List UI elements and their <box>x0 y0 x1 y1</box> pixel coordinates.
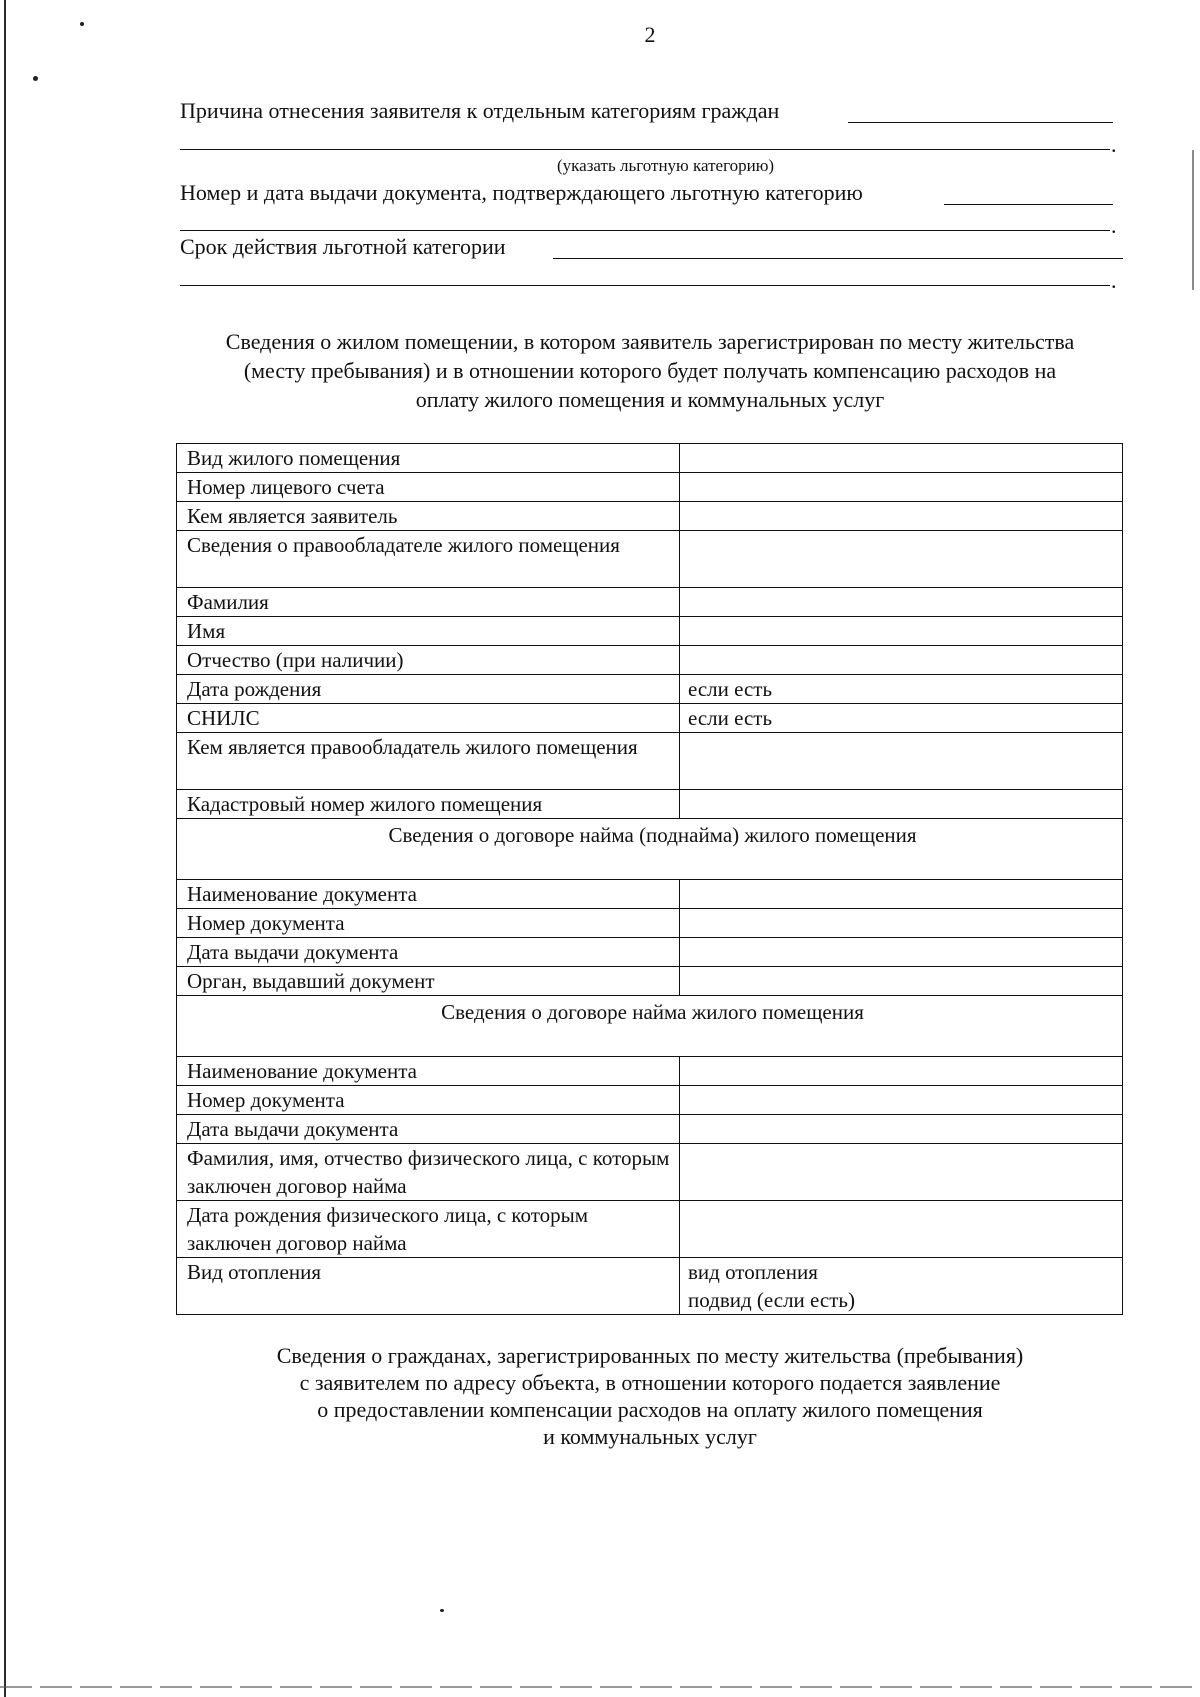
table-row <box>177 1086 1123 1115</box>
row-value-field[interactable] <box>680 733 1123 790</box>
row-value-field[interactable]: если есть <box>680 675 1123 704</box>
row-value-field[interactable] <box>680 1086 1123 1115</box>
housing-heading-line-3: оплату жилого помещения и коммунальных услуг <box>415 387 885 412</box>
row-value-field[interactable] <box>680 880 1123 909</box>
row-label: Кем является заявитель <box>177 502 680 531</box>
row-label: Вид жилого помещения <box>177 444 680 473</box>
citizens-heading-line-3: о предоставлении компенсации расходов на оплату жилого помещения <box>317 1397 983 1422</box>
table-row <box>177 1144 1123 1201</box>
row-label: Наименование документа <box>177 1057 680 1086</box>
table-row <box>177 473 1123 502</box>
reason-label: Причина отнесения заявителя к отдельным категориям граждан <box>180 98 780 123</box>
row-value-field[interactable] <box>680 444 1123 473</box>
housing-heading-line-2: (месту пребывания) и в отношении которого будет получать компенсацию расходов на <box>243 358 1057 383</box>
table-row <box>177 617 1123 646</box>
heating-subtype-text: подвид (если есть) <box>688 1288 855 1312</box>
heating-label: Вид отопления <box>177 1258 680 1315</box>
table-row <box>177 531 1123 588</box>
sublease-section-heading: Сведения о договоре найма (поднайма) жилого помещения <box>177 819 1123 880</box>
table-row <box>177 1057 1123 1086</box>
table-row <box>177 704 1123 733</box>
lease-section-heading: Сведения о договоре найма жилого помещения <box>177 996 1123 1057</box>
table-row <box>177 1201 1123 1258</box>
reason-hint: (указать льготную категорию) <box>557 156 775 175</box>
row-value-field[interactable] <box>680 473 1123 502</box>
table-row <box>177 967 1123 996</box>
table-row <box>177 1115 1123 1144</box>
row-label: Фамилия, имя, отчество физического лица, с которым заключен договор найма <box>177 1144 680 1201</box>
row-label: Дата рождения физического лица, с которым заключен договор найма <box>177 1201 680 1258</box>
row-value-field[interactable] <box>680 1115 1123 1144</box>
benefit-document-end-mark: . <box>1111 213 1117 238</box>
scan-speck <box>440 1609 444 1612</box>
table-row <box>177 502 1123 531</box>
row-label: Фамилия <box>177 588 680 617</box>
row-label: Наименование документа <box>177 880 680 909</box>
scan-edge-bottom <box>0 1686 1200 1688</box>
table-row <box>177 790 1123 819</box>
housing-details-table <box>176 443 1123 1315</box>
housing-section-heading <box>150 327 1150 414</box>
row-value-field[interactable] <box>680 790 1123 819</box>
table-row <box>177 1258 1123 1315</box>
row-label: Дата рождения <box>177 675 680 704</box>
validity-fill-line[interactable] <box>553 258 1123 259</box>
reason-fill-line[interactable] <box>848 122 1113 123</box>
page-number: 2 <box>644 22 656 47</box>
row-label: СНИЛС <box>177 704 680 733</box>
table-row <box>177 646 1123 675</box>
scan-edge-right <box>1192 150 1194 290</box>
scan-speck <box>33 76 38 81</box>
benefit-document-fill-line[interactable] <box>944 204 1113 205</box>
table-row <box>177 733 1123 790</box>
row-value-field[interactable] <box>680 1057 1123 1086</box>
scan-speck <box>80 22 84 26</box>
table-row <box>177 880 1123 909</box>
row-label: Сведения о правообладателе жилого помещения <box>177 531 680 588</box>
row-value-field[interactable] <box>680 531 1123 588</box>
row-value-field[interactable] <box>680 1144 1123 1201</box>
table-row <box>177 938 1123 967</box>
row-value-field[interactable] <box>680 588 1123 617</box>
heating-type-text: вид отопления <box>688 1260 818 1284</box>
row-label: Орган, выдавший документ <box>177 967 680 996</box>
row-value-field[interactable] <box>680 502 1123 531</box>
table-row <box>177 909 1123 938</box>
row-value-field[interactable] <box>680 909 1123 938</box>
table-row <box>177 588 1123 617</box>
row-label: Номер лицевого счета <box>177 473 680 502</box>
reason-fill-line-2[interactable] <box>180 149 1110 150</box>
reason-end-mark: . <box>1111 132 1117 157</box>
row-value-field[interactable] <box>680 1201 1123 1258</box>
row-label: Дата выдачи документа <box>177 938 680 967</box>
row-value-field[interactable]: если есть <box>680 704 1123 733</box>
validity-fill-line-2[interactable] <box>180 285 1110 286</box>
row-value-field[interactable] <box>680 617 1123 646</box>
row-label: Отчество (при наличии) <box>177 646 680 675</box>
row-value-field[interactable] <box>680 938 1123 967</box>
validity-end-mark: . <box>1111 268 1117 293</box>
row-value-field[interactable] <box>680 646 1123 675</box>
citizens-heading-line-2: с заявителем по адресу объекта, в отношении которого подается заявление <box>299 1370 1001 1395</box>
citizens-heading-line-4: и коммунальных услуг <box>543 1424 757 1449</box>
scan-edge-left <box>4 0 6 1697</box>
housing-heading-line-1: Сведения о жилом помещении, в котором заявитель зарегистрирован по месту жительства <box>225 329 1075 354</box>
row-label: Кадастровый номер жилого помещения <box>177 790 680 819</box>
table-row <box>177 675 1123 704</box>
table-section-row <box>177 819 1123 880</box>
row-value-field[interactable] <box>680 967 1123 996</box>
row-label: Имя <box>177 617 680 646</box>
heating-value-field[interactable] <box>680 1258 1123 1315</box>
row-label: Кем является правообладатель жилого помещения <box>177 733 680 790</box>
row-label: Номер документа <box>177 909 680 938</box>
row-label: Дата выдачи документа <box>177 1115 680 1144</box>
table-row <box>177 444 1123 473</box>
citizens-section-heading <box>150 1342 1150 1450</box>
citizens-heading-line-1: Сведения о гражданах, зарегистрированных по месту жительства (пребывания) <box>276 1343 1024 1368</box>
validity-label: Срок действия льготной категории <box>180 234 506 259</box>
table-section-row <box>177 996 1123 1057</box>
row-label: Номер документа <box>177 1086 680 1115</box>
benefit-document-fill-line-2[interactable] <box>180 230 1110 231</box>
benefit-document-label: Номер и дата выдачи документа, подтверждающего льготную категорию <box>180 180 863 205</box>
